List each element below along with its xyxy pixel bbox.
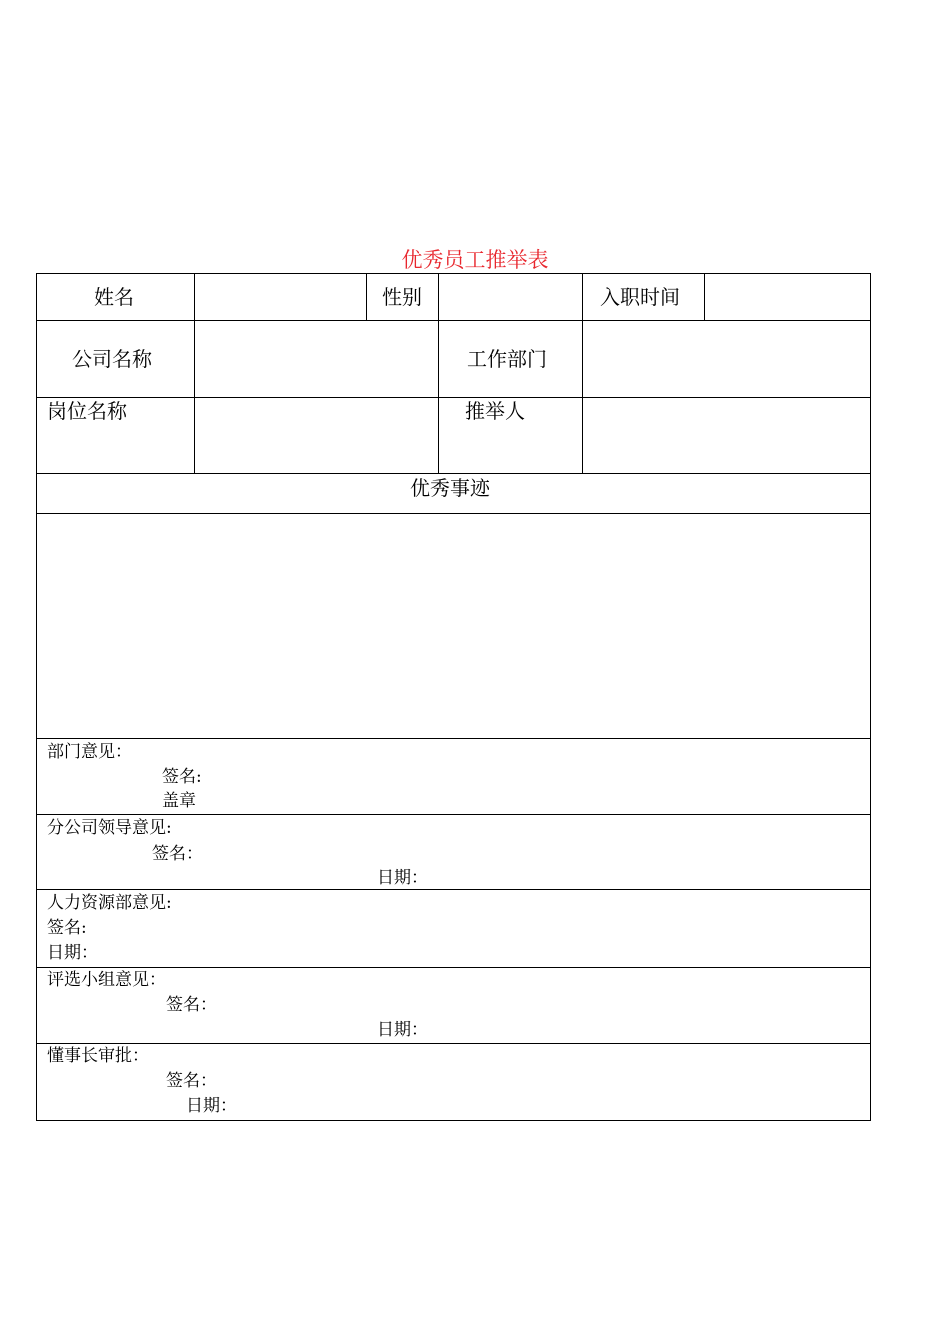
branch-leader-sign-label: 签名： — [152, 844, 203, 864]
position-field[interactable] — [196, 399, 437, 472]
row-divider — [36, 1043, 871, 1044]
selection-group-date-label: 日期： — [377, 1020, 428, 1040]
page-title: 优秀员工推举表 — [401, 248, 549, 272]
selection-group-opinion-label: 评选小组意见： — [47, 970, 166, 990]
chairman-approval-label: 懂事长审批： — [47, 1046, 149, 1066]
column-divider — [582, 273, 583, 473]
row-divider — [36, 513, 871, 514]
department-seal-label: 盖章 — [162, 791, 196, 811]
department-sign-label: 签名: — [162, 767, 202, 787]
achievements-field[interactable] — [38, 515, 869, 737]
chairman-date-label: 日期： — [186, 1096, 237, 1116]
company-field[interactable] — [196, 322, 437, 396]
selection-group-sign-label: 签名： — [166, 995, 217, 1015]
branch-leader-date-label: 日期： — [377, 868, 428, 888]
row-divider — [36, 738, 871, 739]
department-opinion-label: 部门意见： — [47, 742, 132, 762]
branch-leader-opinion-label: 分公司领导意见: — [47, 818, 172, 838]
name-label: 姓名 — [94, 285, 134, 309]
row-divider — [36, 473, 871, 474]
row-divider — [36, 320, 871, 321]
gender-field[interactable] — [440, 274, 581, 319]
name-field[interactable] — [196, 274, 365, 319]
hire-date-field[interactable] — [706, 274, 869, 319]
column-divider — [704, 273, 705, 320]
achievements-header: 优秀事迹 — [410, 476, 490, 500]
hr-sign-label: 签名: — [47, 918, 87, 938]
recommender-field[interactable] — [584, 399, 869, 472]
department-field[interactable] — [584, 322, 869, 396]
row-divider — [36, 397, 871, 398]
hire-date-label: 入职时间 — [600, 285, 680, 309]
position-label: 岗位名称 — [47, 399, 127, 423]
company-label: 公司名称 — [72, 347, 152, 371]
recommender-label: 推举人 — [465, 399, 525, 423]
row-divider — [36, 889, 871, 890]
row-divider — [36, 814, 871, 815]
column-divider — [438, 273, 439, 473]
gender-label: 性别 — [382, 285, 422, 309]
column-divider — [194, 273, 195, 473]
chairman-sign-label: 签名： — [166, 1071, 217, 1091]
hr-opinion-label: 人力资源部意见: — [47, 893, 172, 913]
hr-date-label: 日期： — [47, 943, 98, 963]
column-divider — [366, 273, 367, 320]
department-label: 工作部门 — [467, 347, 547, 371]
